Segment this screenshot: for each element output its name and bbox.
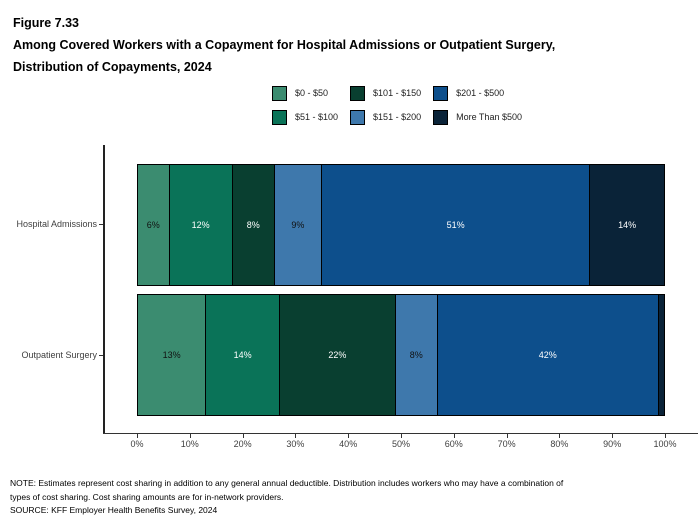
x-tick bbox=[295, 434, 296, 438]
legend-item-more-than-500 bbox=[433, 110, 522, 125]
x-tick bbox=[137, 434, 138, 438]
note-line2: types of cost sharing. Cost sharing amounts are for in-network providers. bbox=[10, 491, 284, 502]
notes bbox=[10, 477, 563, 518]
legend-swatch bbox=[272, 86, 287, 101]
x-tick-label: 10% bbox=[180, 439, 199, 449]
x-tick bbox=[243, 434, 244, 438]
legend-label: $201 - $500 bbox=[456, 88, 505, 98]
x-tick-label: 70% bbox=[497, 439, 516, 449]
x-tick-label: 30% bbox=[286, 439, 305, 449]
x-tick-label: 90% bbox=[603, 439, 622, 449]
segment-101-150: 8% bbox=[233, 165, 275, 285]
bar-hospital-admissions bbox=[137, 164, 665, 286]
legend-swatch bbox=[433, 110, 448, 125]
figure-number: Figure 7.33 bbox=[13, 16, 79, 30]
segment-151-200: 9% bbox=[275, 165, 322, 285]
segment-0-50: 6% bbox=[138, 165, 170, 285]
note-line1: NOTE: Estimates represent cost sharing in addition to any general annual deductible. Distribution includes workers who may have a combination of bbox=[10, 478, 564, 488]
x-tick-label: 50% bbox=[391, 439, 411, 449]
segment-more-than-500 bbox=[659, 295, 664, 415]
x-tick bbox=[559, 434, 560, 438]
legend-swatch bbox=[350, 110, 365, 125]
source-line: SOURCE: KFF Employer Health Benefits Survey, 2024 bbox=[10, 505, 218, 515]
legend-item-101-150 bbox=[350, 86, 421, 101]
legend-item-0-50 bbox=[272, 86, 338, 101]
segment-201-500: 51% bbox=[322, 165, 590, 285]
legend-item-201-500 bbox=[433, 86, 522, 101]
x-tick bbox=[612, 434, 613, 438]
x-tick bbox=[401, 434, 402, 438]
title-block bbox=[13, 12, 555, 78]
legend-label: More Than $500 bbox=[456, 112, 522, 122]
legend-label: $51 - $100 bbox=[295, 112, 339, 122]
segment-0-50: 13% bbox=[138, 295, 206, 415]
category-label-hospital-admissions: Hospital Admissions bbox=[16, 219, 97, 229]
segment-more-than-500: 14% bbox=[590, 165, 664, 285]
segment-51-100: 14% bbox=[206, 295, 280, 415]
chart-title-line1: Among Covered Workers with a Copayment for Hospital Admissions or Outpatient Surgery, bbox=[13, 38, 556, 52]
segment-101-150: 22% bbox=[280, 295, 396, 415]
x-tick bbox=[507, 434, 508, 438]
x-tick bbox=[190, 434, 191, 438]
y-axis-line bbox=[103, 145, 105, 433]
y-tick bbox=[99, 355, 103, 356]
x-tick-label: 80% bbox=[550, 439, 569, 449]
segment-151-200: 8% bbox=[396, 295, 438, 415]
segment-201-500: 42% bbox=[438, 295, 659, 415]
legend-label: $0 - $50 bbox=[295, 88, 329, 98]
x-tick-label: 20% bbox=[233, 439, 252, 449]
x-tick-label: 40% bbox=[339, 439, 358, 449]
legend-swatch bbox=[433, 86, 448, 101]
x-tick-label: 100% bbox=[653, 439, 677, 449]
legend-label: $101 - $150 bbox=[373, 88, 422, 98]
x-tick bbox=[348, 434, 349, 438]
legend-item-51-100 bbox=[272, 110, 338, 125]
x-tick-label: 0% bbox=[130, 439, 144, 449]
chart-title-line2: Distribution of Copayments, 2024 bbox=[13, 60, 212, 74]
segment-51-100: 12% bbox=[170, 165, 233, 285]
legend-swatch bbox=[350, 86, 365, 101]
legend-swatch bbox=[272, 110, 287, 125]
legend-label: $151 - $200 bbox=[373, 112, 422, 122]
bar-outpatient-surgery bbox=[137, 294, 665, 416]
category-label-outpatient-surgery: Outpatient Surgery bbox=[21, 350, 97, 360]
x-tick bbox=[665, 434, 666, 438]
legend-item-151-200 bbox=[350, 110, 421, 125]
legend bbox=[272, 86, 522, 125]
x-tick-label: 60% bbox=[444, 439, 463, 449]
y-tick bbox=[99, 224, 103, 225]
x-tick bbox=[454, 434, 455, 438]
